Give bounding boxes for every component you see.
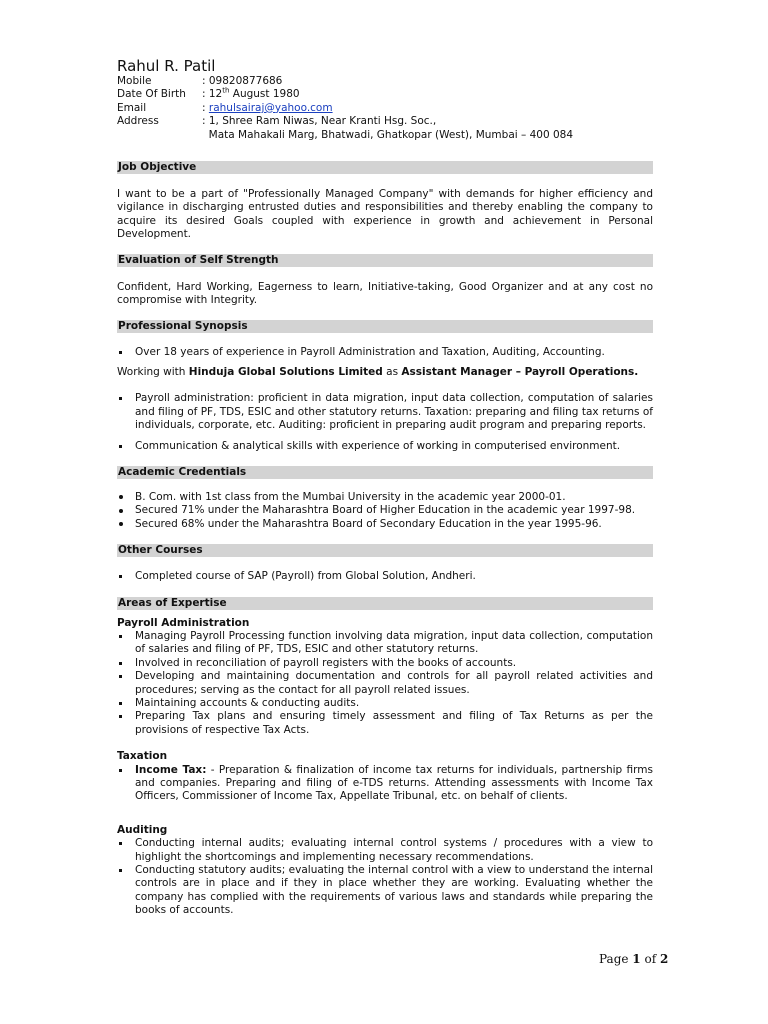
- subheading-auditing: Auditing: [117, 823, 168, 836]
- list-item: Involved in reconciliation of payroll registers with the books of accounts.: [117, 657, 653, 670]
- page-number: [599, 952, 668, 966]
- contact-label: Email: [117, 101, 147, 114]
- self-strength-text: Confident, Hard Working, Eagerness to learn, Initiative-taking, Good Organizer and at any cost no compromise with Integrity.: [117, 280, 653, 307]
- dob-month-year: August 1980: [229, 88, 300, 101]
- job-objective-text: I want to be a part of "Professionally Managed Company" with demands for higher efficiency and vigilance in discharging entrusted duties and responsibilities and thereby enabling the company to acquire its desired Goals coupled with experience in growth and achievement in Personal Development.: [117, 188, 653, 241]
- income-tax-label: Income Tax:: [135, 763, 207, 776]
- list-item: Developing and maintaining documentation and controls for all payroll related activities and procedures; serving as the contact for all payroll related issues.: [117, 670, 653, 697]
- synopsis-list: [117, 392, 653, 453]
- income-tax-text: - Preparation & finalization of income tax returns for individuals, partnership firms and companies. Preparing and filing of e-TDS returns. Attending assessments with Income Tax Officers, Commissioner of Income Tax, Appellate Tribunal, etc. on behalf of clients.: [135, 763, 653, 803]
- list-item: Payroll administration: proficient in data migration, input data collection, computation of salaries and filing of PF, TDS, ESIC and other statutory returns. Taxation: preparing and filing tax returns of individuals, corporate, etc. Auditing: proficient in preparing audit program and preparing reports.: [117, 392, 653, 432]
- contact-value: : 1, Shree Ram Niwas, Near Kranti Hsg. Soc.,: [202, 115, 437, 128]
- dob-suffix: th: [222, 86, 230, 95]
- academic-list: [117, 491, 653, 531]
- list-item: Communication & analytical skills with experience of working in computerised environment.: [117, 440, 653, 453]
- list-item: Maintaining accounts & conducting audits.: [117, 697, 653, 710]
- list-item: Conducting statutory audits; evaluating the internal control with a view to understand the internal controls are in place and if they in place whether they are working. Evaluating whether the company has complied with the requirements of various laws and standards while preparing the books of accounts.: [117, 864, 653, 918]
- section-heading-academic: Academic Credentials: [117, 466, 653, 479]
- email-link[interactable]: rahulsairaj@yahoo.com: [208, 101, 333, 114]
- resume-page: [117, 57, 653, 918]
- page-prefix: Page: [599, 952, 633, 966]
- list-item: [117, 764, 653, 804]
- contact-block: [117, 75, 653, 142]
- section-heading-synopsis: Professional Synopsis: [117, 320, 653, 333]
- list-item: Completed course of SAP (Payroll) from Global Solution, Andheri.: [117, 570, 653, 583]
- contact-value: : 09820877686: [202, 75, 283, 87]
- contact-label: Date Of Birth: [117, 88, 186, 101]
- list-item: Preparing Tax plans and ensuring timely assessment and filing of Tax Returns as per the provisions of respective Tax Acts.: [117, 710, 653, 737]
- section-heading-other-courses: Other Courses: [117, 544, 653, 557]
- page-current: 1: [632, 952, 641, 966]
- working-with-line: [117, 366, 653, 379]
- list-item: B. Com. with 1st class from the Mumbai University in the academic year 2000-01.: [117, 491, 653, 504]
- taxation-list: [117, 764, 653, 804]
- auditing-list: [117, 837, 653, 917]
- subheading-taxation: Taxation: [117, 750, 168, 763]
- section-heading-job-objective: Job Objective: [117, 161, 653, 174]
- subheading-payroll: Payroll Administration: [117, 616, 250, 629]
- payroll-list: [117, 630, 653, 737]
- candidate-name: Rahul R. Patil: [117, 57, 216, 75]
- list-item: Conducting internal audits; evaluating internal control systems / procedures with a view to highlight the shortcomings and implementing necessary recommendations.: [117, 837, 653, 864]
- list-item: Secured 71% under the Maharashtra Board of Higher Education in the academic year 1997-98.: [117, 504, 653, 517]
- company-name: Hinduja Global Solutions Limited: [188, 365, 383, 378]
- dob-day: : 12: [202, 88, 223, 101]
- page-total: 2: [659, 952, 669, 966]
- contact-value: [202, 88, 653, 101]
- separator: :: [202, 101, 209, 114]
- synopsis-list: [117, 346, 653, 359]
- position-title: Assistant Manager – Payroll Operations.: [401, 365, 639, 378]
- list-item: Over 18 years of experience in Payroll Administration and Taxation, Auditing, Accounting.: [117, 346, 653, 359]
- other-courses-list: [117, 570, 653, 583]
- contact-value-line2: Mata Mahakali Marg, Bhatwadi, Ghatkopar (West), Mumbai – 400 084: [202, 128, 574, 141]
- contact-label: Address: [117, 115, 159, 128]
- working-prefix: Working with: [117, 365, 189, 378]
- list-item: Secured 68% under the Maharashtra Board of Secondary Education in the year 1995-96.: [117, 518, 653, 531]
- working-as: as: [382, 365, 402, 378]
- section-heading-self-strength: Evaluation of Self Strength: [117, 254, 653, 267]
- list-item: Managing Payroll Processing function involving data migration, input data collection, computation of salaries and filing of PF, TDS, ESIC and other statutory returns.: [117, 630, 653, 657]
- section-heading-expertise: Areas of Expertise: [117, 597, 653, 610]
- contact-value: [202, 102, 653, 115]
- contact-label: Mobile: [117, 75, 152, 87]
- page-of: of: [640, 952, 660, 966]
